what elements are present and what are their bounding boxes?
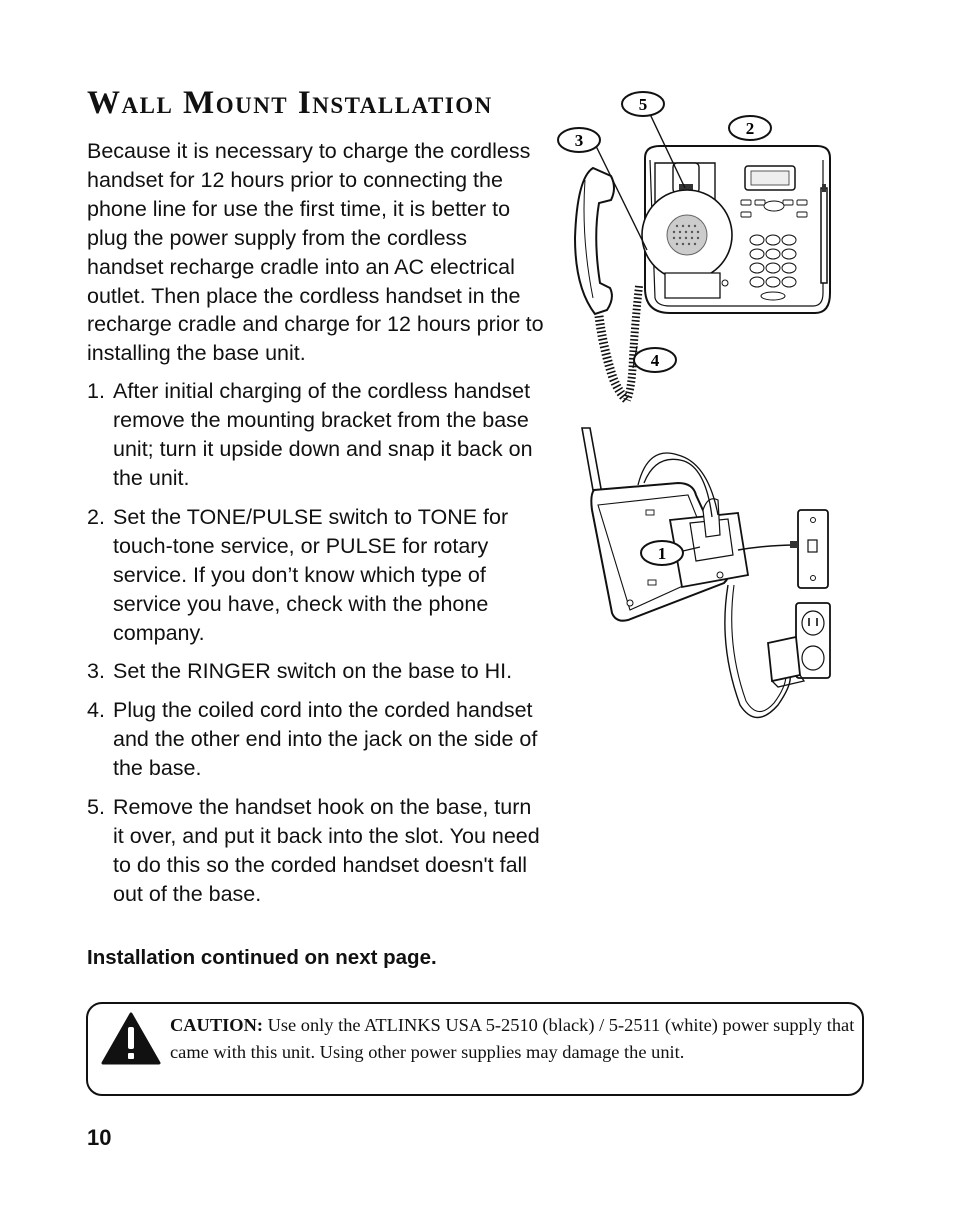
steps-list — [87, 377, 547, 908]
step-text: Set the TONE/PULSE switch to TONE for touch-tone service, or PULSE for rotary service. If you don’t know which type of service you have, check with the phone company. — [113, 504, 509, 645]
step-text: Set the RINGER switch on the base to HI. — [113, 659, 513, 684]
callout-3 — [558, 128, 600, 152]
wall-mount-illustration — [568, 425, 840, 730]
svg-text:4: 4 — [650, 351, 660, 370]
svg-text:3: 3 — [574, 131, 584, 150]
step-number: 1. — [87, 379, 105, 404]
callout-4 — [634, 348, 676, 372]
warning-triangle-icon — [100, 1011, 162, 1067]
svg-text:1: 1 — [657, 544, 667, 563]
step-number: 4. — [87, 698, 105, 723]
svg-text:5: 5 — [638, 95, 648, 114]
step-item — [87, 503, 547, 648]
step-text: After initial charging of the cordless handset remove the mounting bracket from the base unit; turn it upside down and snap it back on the unit. — [113, 379, 533, 490]
step-item — [87, 793, 547, 909]
phone-base-illustration — [555, 88, 845, 413]
step-number: 5. — [87, 795, 105, 820]
callout-1 — [641, 541, 683, 565]
intro-paragraph: Because it is necessary to charge the cordless handset for 12 hours prior to connecting the phone line for use the first time, it is better to plug the power supply from the cordless handset recharge cradle into an AC electrical outlet. Then place the cordless handset in the recharge cradle and charge for 12 hours prior to installing the base unit. — [87, 139, 544, 366]
svg-text:2: 2 — [745, 119, 755, 138]
continued-note: Installation continued on next page. — [87, 946, 437, 969]
caution-box — [86, 1002, 864, 1096]
step-text: Remove the handset hook on the base, turn it over, and put it back into the slot. You need to do this so the corded handset doesn't fall out of the base. — [113, 795, 540, 906]
caution-message: Use only the ATLINKS USA 5-2510 (black) / 5-2511 (white) power supply that came with this unit. Using other power supplies may damage the unit. — [170, 1015, 855, 1062]
step-text: Plug the coiled cord into the corded handset and the other end into the jack on the side of the base. — [113, 698, 538, 781]
callout-5 — [622, 92, 664, 116]
caution-label: CAUTION: — [170, 1015, 263, 1035]
step-item — [87, 696, 547, 783]
page-number: 10 — [87, 1125, 112, 1150]
caution-text — [170, 1012, 860, 1066]
step-item — [87, 377, 547, 493]
step-number: 2. — [87, 504, 105, 529]
page-title: Wall Mount Installation — [87, 85, 493, 121]
step-item — [87, 657, 547, 686]
step-number: 3. — [87, 659, 105, 684]
instructions — [87, 137, 547, 919]
callout-2 — [729, 116, 771, 140]
